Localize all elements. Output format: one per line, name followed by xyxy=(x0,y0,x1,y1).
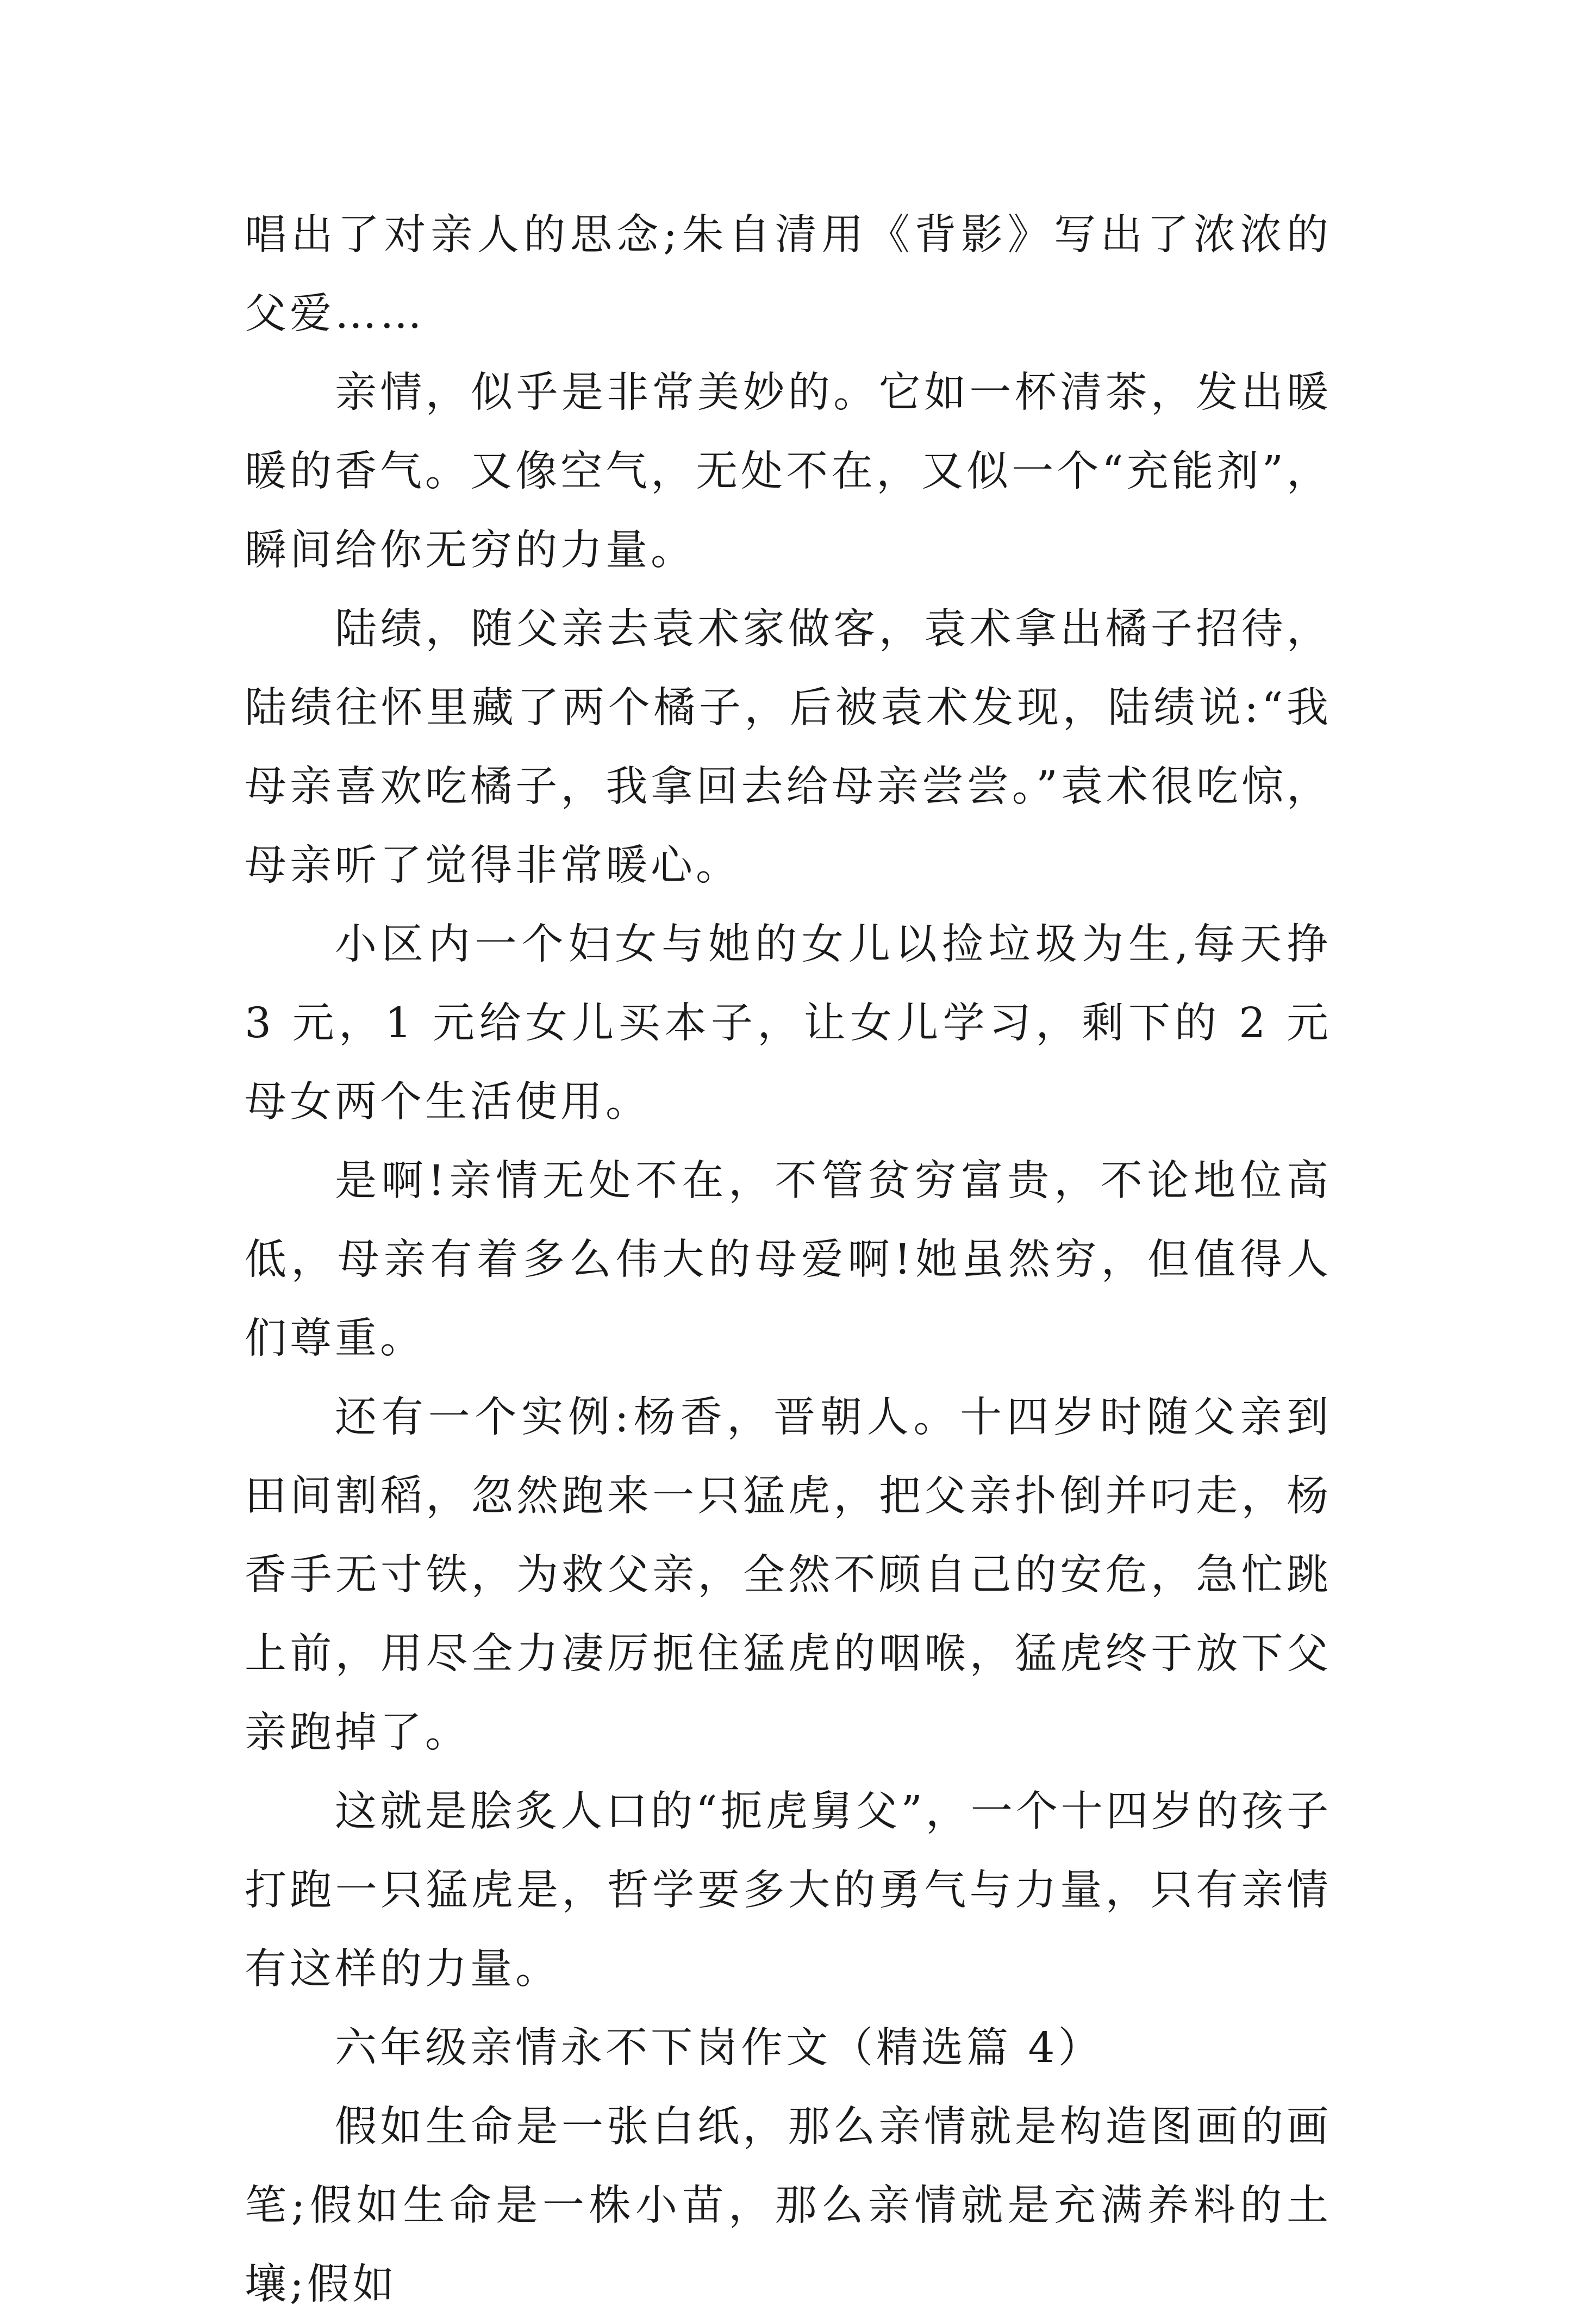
section-heading: 六年级亲情永不下岗作文（精选篇 4） xyxy=(335,2024,1103,2072)
paragraph-lu-ji-story: 陆绩，随父亲去袁术家做客，袁术拿出橘子招待，陆绩往怀里藏了两个橘子，后被袁术发现，陆绩说:“我母亲喜欢吃橘子，我拿回去给母亲尝尝。”袁术很吃惊，母亲听了觉得非常暖心。 xyxy=(245,605,1332,890)
paragraph-reflection: 是啊!亲情无处不在，不管贫穷富贵，不论地位高低，母亲有着多么伟大的母爱啊!她虽然穷，但值得人们尊重。 xyxy=(245,1157,1332,1363)
paragraph-life-metaphor: 假如生命是一张白纸，那么亲情就是构造图画的画笔;假如生命是一株小苗，那么亲情就是充满养料的土壤;假如 xyxy=(245,2103,1332,2309)
paragraph-conclusion: 这就是脍炙人口的“扼虎舅父”，一个十四岁的孩子打跑一只猛虎是，哲学要多大的勇气与力量，只有亲情有这样的力量。 xyxy=(245,1787,1332,1993)
document-body xyxy=(245,196,1332,2324)
paragraph-affection-metaphor: 亲情，似乎是非常美妙的。它如一杯清茶，发出暖暖的香气。又像空气，无处不在，又似一个“充能剂”，瞬间给你无穷的力量。 xyxy=(245,369,1332,575)
paragraph-yang-xiang-story: 还有一个实例:杨香，晋朝人。十四岁时随父亲到田间割稻，忽然跑来一只猛虎，把父亲扑倒并叼走，杨香手无寸铁，为救父亲，全然不顾自己的安危，急忙跳上前，用尽全力凄厉扼住猛虎的咽喉，猛虎终于放下父亲跑掉了。 xyxy=(245,1393,1332,1757)
paragraph-continued: 唱出了对亲人的思念;朱自清用《背影》写出了浓浓的父爱…… xyxy=(245,211,1332,338)
paragraph-mother-daughter: 小区内一个妇女与她的女儿以捡垃圾为生,每天挣 3 元，1 元给女儿买本子，让女儿学习，剩下的 2 元母女两个生活使用。 xyxy=(245,920,1332,1126)
